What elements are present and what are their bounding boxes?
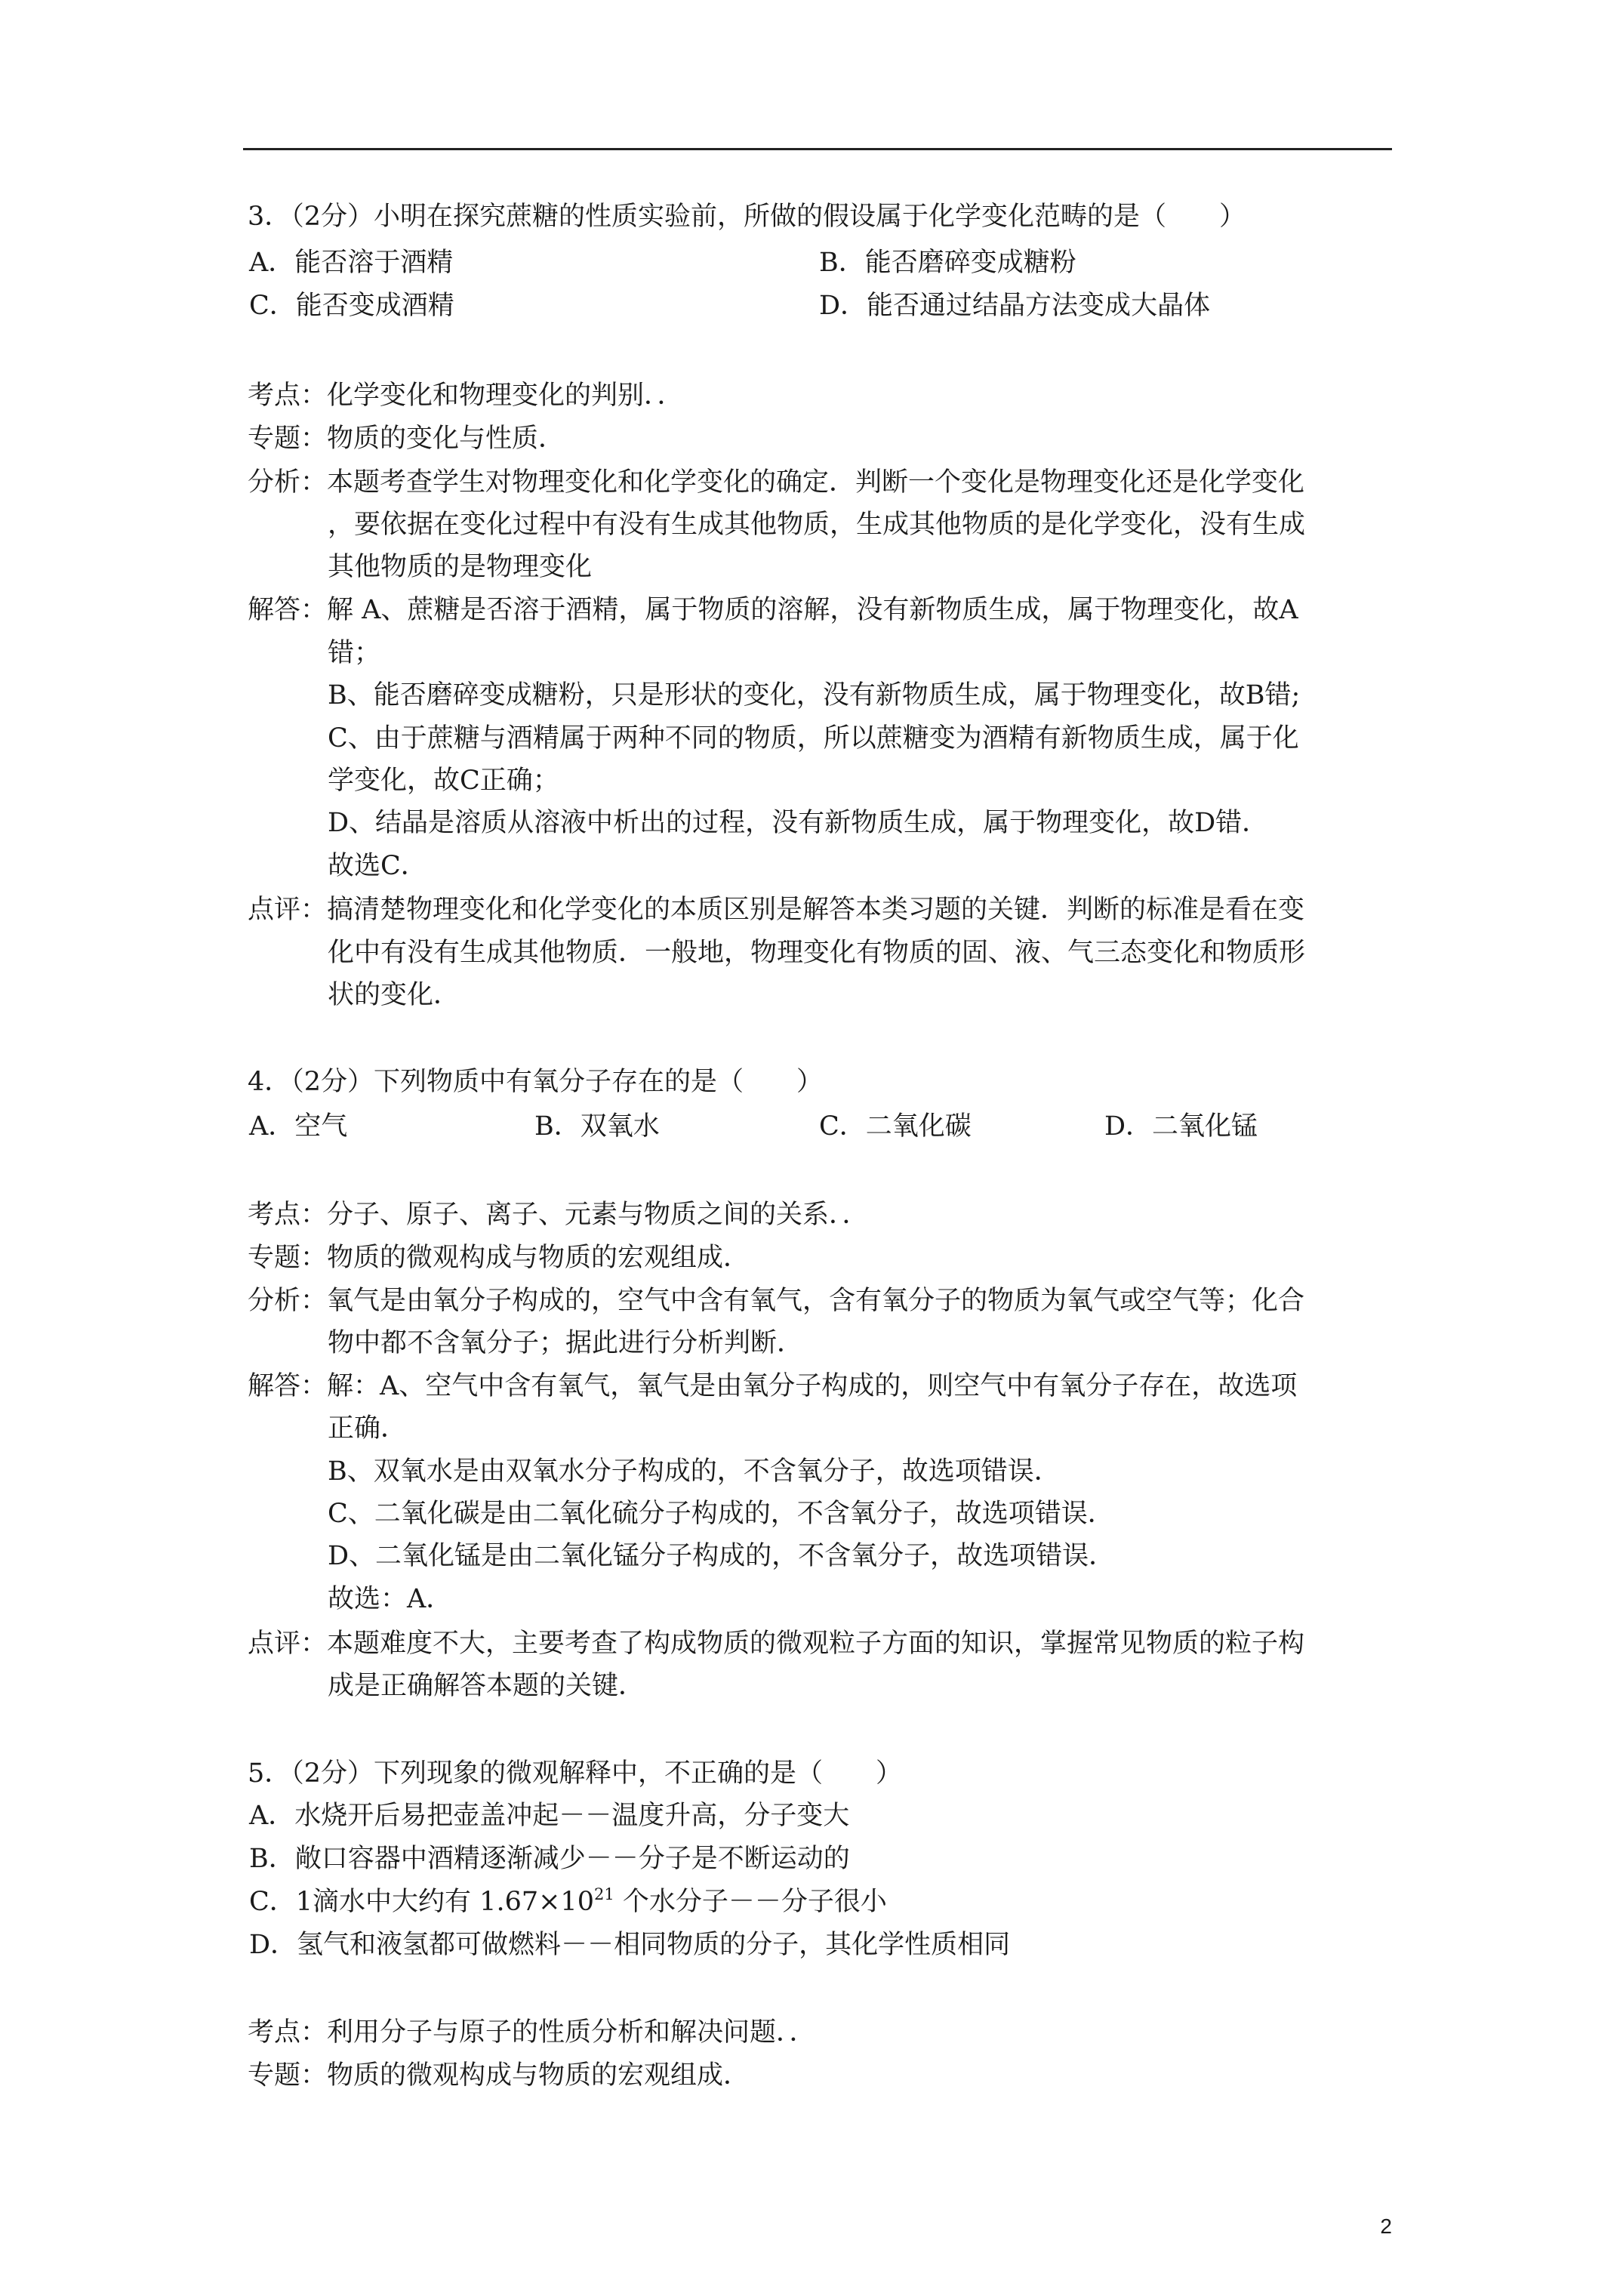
q5-zhuanti: 专题：物质的微观构成与物质的宏观组成． (248, 2060, 750, 2091)
q3-jieda-line: 错； (328, 638, 381, 668)
q4-option-d: D．二氧化锰 (1104, 1111, 1258, 1142)
q4-fenxi-line: 分析：氧气是由氧分子构成的，空气中含有氧气，含有氧分子的物质为氧气或空气等；化合 (248, 1286, 1305, 1316)
q4-jieda-line: C、二氧化碳是由二氧化硫分子构成的，不含氧分子，故选项错误． (328, 1499, 1114, 1529)
q3-stem: 3．（2分）小明在探究蔗糖的性质实验前，所做的假设属于化学变化范畴的是（ ） (248, 202, 1246, 232)
q3-jieda-line: D、结晶是溶质从溶液中析出的过程，没有新物质生成，属于物理变化，故D错． (328, 808, 1269, 838)
q5-kaodian: 考点：利用分子与原子的性质分析和解决问题．． (248, 2017, 816, 2048)
q4-dianping-line: 点评：本题难度不大，主要考查了构成物质的微观粒子方面的知识，掌握常见物质的粒子构 (248, 1629, 1305, 1659)
q4-stem: 4．（2分）下列物质中有氧分子存在的是（ ） (248, 1067, 824, 1097)
q3-option-a: A．能否溶于酒精 (249, 248, 454, 278)
q3-option-c: C．能否变成酒精 (249, 291, 454, 321)
q4-jieda-line: 解答：解：A、空气中含有氧气，氧气是由氧分子构成的，则空气中有氧分子存在，故选项 (248, 1371, 1298, 1401)
q4-option-b: B．双氧水 (534, 1111, 660, 1142)
q5-option-d: D．氢气和液氢都可做燃料－－相同物质的分子，其化学性质相同 (249, 1930, 1011, 1960)
q3-fenxi-line: 其他物质的是物理变化 (328, 552, 593, 582)
page-number: 2 (1380, 2214, 1392, 2238)
header-rule (243, 148, 1392, 150)
q5-stem: 5．（2分）下列现象的微观解释中，不正确的是（ ） (248, 1758, 903, 1789)
q3-kaodian: 考点：化学变化和物理变化的判别．． (248, 381, 684, 411)
q4-kaodian: 考点：分子、原子、离子、元素与物质之间的关系．． (248, 1200, 869, 1230)
q3-jieda-line: B、能否磨碎变成糖粉，只是形状的变化，没有新物质生成，属于物理变化，故B错; (328, 680, 1301, 710)
q3-jieda-line: C、由于蔗糖与酒精属于两种不同的物质，所以蔗糖变为酒精有新物质生成，属于化 (328, 723, 1299, 754)
q5-option-c-exponent: 21 (593, 1885, 614, 1903)
q4-dianping-line: 成是正确解答本题的关键． (328, 1671, 645, 1701)
q3-fenxi-line: ，要依据在变化过程中有没有生成其他物质，生成其他物质的是化学变化，没有生成 (328, 510, 1306, 540)
q3-dianping-line: 状的变化． (328, 980, 460, 1010)
q3-jieda-line: 学变化，故C正确； (328, 766, 559, 796)
q5-option-c (249, 1885, 887, 1918)
q3-jieda-line: 解答：解 A、蔗糖是否溶于酒精，属于物质的溶解，没有新物质生成，属于物理变化，故A (248, 595, 1298, 625)
q5-option-b: B．敞口容器中酒精逐渐减少－－分子是不断运动的 (249, 1844, 850, 1874)
q4-jieda-line: D、二氧化锰是由二氧化锰分子构成的，不含氧分子，故选项错误． (328, 1541, 1116, 1571)
q3-jieda-line: 故选C． (328, 851, 427, 881)
q4-jieda-line: 正确． (328, 1413, 408, 1444)
q4-option-c: C．二氧化碳 (819, 1111, 972, 1142)
q4-fenxi-line: 物中都不含氧分子；据此进行分析判断． (328, 1328, 804, 1358)
q5-option-c-text-end: 个水分子－－分子很小 (614, 1887, 887, 1917)
q3-dianping-line: 化中有没有生成其他物质．一般地，物理变化有物质的固、液、气三态变化和物质形 (328, 938, 1306, 968)
q4-zhuanti: 专题：物质的微观构成与物质的宏观组成． (248, 1243, 750, 1273)
q4-jieda-line: 故选：A． (328, 1584, 453, 1614)
q3-zhuanti: 专题：物质的变化与性质． (248, 424, 565, 454)
q5-option-a: A．水烧开后易把壶盖冲起－－温度升高，分子变大 (249, 1801, 850, 1831)
q3-option-d: D．能否通过结晶方法变成大晶体 (819, 291, 1211, 321)
q5-option-c-text: C．1滴水中大约有 1.67×10 (249, 1887, 594, 1917)
q3-option-b: B．能否磨碎变成糖粉 (819, 248, 1076, 278)
q4-jieda-line: B、双氧水是由双氧水分子构成的，不含氧分子，故选项错误． (328, 1456, 1061, 1487)
q3-fenxi-line: 分析：本题考查学生对物理变化和化学变化的确定．判断一个变化是物理变化还是化学变化 (248, 467, 1305, 498)
q3-dianping-line: 点评：搞清楚物理变化和化学变化的本质区别是解答本类习题的关键．判断的标准是看在变 (248, 895, 1305, 925)
q4-option-a: A．空气 (249, 1111, 348, 1142)
